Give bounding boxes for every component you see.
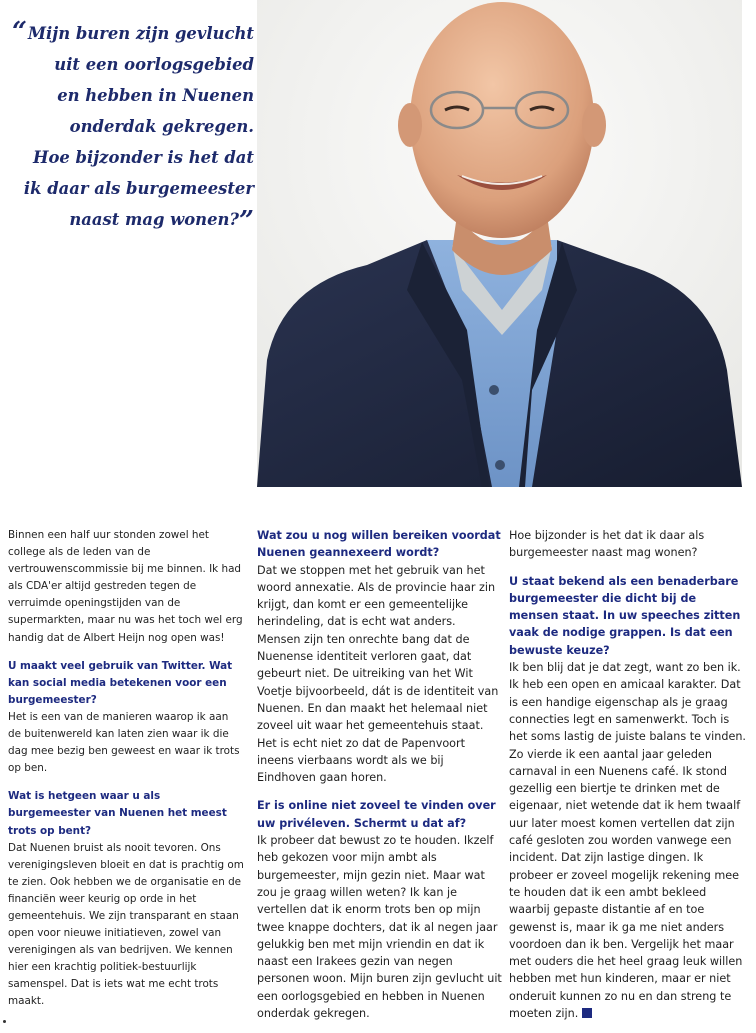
pull-quote-line: uit een oorlogsgebied — [54, 55, 254, 74]
interview-question: Er is online niet zoveel te vinden over uw privéleven. Schermt u dat af? — [257, 799, 496, 830]
pull-quote-last-line — [14, 204, 254, 235]
pull-quote-line: naast mag wonen? — [69, 210, 240, 229]
interview-question: Wat is hetgeen waar u als burgemeester van Nuenen het meest trots op bent? — [8, 790, 227, 837]
body-paragraph: Het is een van de manieren waarop ik aan de buitenwereld kan laten zien waar ik die dag mee bezig ben geweest en waar ik trots op ben. — [8, 710, 240, 775]
pull-quote-line: en hebben in Nuenen — [57, 86, 254, 105]
pull-quote-line: Mijn buren zijn gevlucht — [27, 24, 254, 43]
pull-quote-line: Hoe bijzonder is het dat — [33, 148, 254, 167]
body-paragraph: Binnen een half uur stonden zowel het college als de leden van de vertrouwenscommissie bij me binnen. Ik had als CDA'er altijd gestreden tegen de verruimde openingstijden van de supermarkten, maar nu was het toch wel erg handig dat de Albert Heijn nog open was! — [8, 529, 243, 644]
end-mark-square — [582, 1008, 592, 1018]
pull-quote-line: ik daar als burgemeester — [23, 179, 254, 198]
body-paragraph: Ik probeer dat bewust zo te houden. Ikzelf heb gekozen voor mijn ambt als burgemeester, mijn gezin niet. Maar wat zou je graag willen weten? Ik kan je vertellen dat ik enorm trots ben op mijn twee knappe dochters, dat ik al negen jaar gelukkig ben met mijn vriendin en dat ik naast een Irakees gezin van negen personen woon. Mijn buren zijn gevlucht uit een oorlogsgebied en hebben in Nuenen onderdak gekregen. — [257, 834, 502, 1021]
article-column-3 — [509, 527, 749, 1022]
body-paragraph-last — [509, 659, 749, 1022]
body-paragraph: Hoe bijzonder is het dat ik daar als burgemeester naast mag wonen? — [509, 529, 705, 560]
pull-quote-line: onderdak gekregen. — [69, 117, 254, 136]
interview-question: Wat zou u nog willen bereiken voordat Nuenen geannexeerd wordt? — [257, 529, 501, 560]
body-paragraph: Dat Nuenen bruist als nooit tevoren. Ons verenigingsleven bloeit en dat is prachtig om te zien. Ook hebben we de organisatie en de financiën weer keurig op orde in het gemeentehuis. We zijn transparant en staan open voor nieuwe initiatieven, zowel van verenigingen als van bedrijven. We kennen hier een krachtig politiek-bestuurlijk samenspel. Dat is iets wat me echt trots maakt. — [8, 841, 244, 1008]
body-text: Ik ben blij dat je dat zegt, want zo ben ik. Ik heb een open en amicaal karakter. Dat is een handige eigenschap als je graag connecties legt en samenwerkt. Toch is het soms lastig de juiste balans te vinden. Zo vierde ik een aantal jaar geleden carnaval in een Nuenens café. Ik stond gezellig een biertje te drinken met de eigenaar, niet wetende dat ik hem twaalf uur later moest komen vertellen dat zijn café gesloten zou worden vanwege een incident. Dat zijn lastige dingen. Ik probeer er zoveel mogelijk rekening mee te houden dat ik een ambt bekleed waarbij gepaste distantie af en toe gewenst is, maar ik ga me niet anders voordoen dan ik ben. Vergelijk het maar met ouders die het heel graag leuk willen hebben met hun kinderen, maar er niet onderuit kunnen zo nu en dan streng te moeten zijn. — [509, 661, 746, 1021]
interview-question: U maakt veel gebruik van Twitter. Wat kan social media betekenen voor een burgemeester? — [8, 659, 233, 706]
interview-question: U staat bekend als een benaderbare burgemeester die dicht bij de mensen staat. In uw speeches zitten vaak de nodige grappen. Is dat een bewuste keuze? — [509, 574, 741, 657]
article-column-2 — [257, 527, 502, 1022]
portrait-photo — [257, 0, 742, 487]
pull-quote-close-mark: ” — [239, 206, 254, 236]
pull-quote: “ Mijn buren zijn gevlucht uit een oorlogsgebied en hebben in Nuenen onderdak gekregen. Hoe bijzonder is het dat ik daar als burgemeester naast mag wonen?” — [12, 17, 254, 236]
body-paragraph: Dat we stoppen met het gebruik van het woord annexatie. Als de provincie haar zin krijgt, dan komt er een gemeentelijke herindeling, dat is echt wat anders. Mensen zijn ten onrechte bang dat de Nuenense identiteit verloren gaat, dat gebeurt niet. De uitreiking van het Wit Voetje bijvoorbeeld, dát is de identiteit van Nuenen. En dan maakt het helemaal niet zoveel uit waar het gemeentehuis staat. Het is echt niet zo dat de Papenvoort ineens vierbaans wordt als we bij Eindhoven gaan horen. — [257, 563, 499, 785]
page-edge-dot — [3, 1020, 6, 1023]
article-column-1 — [8, 527, 244, 1011]
